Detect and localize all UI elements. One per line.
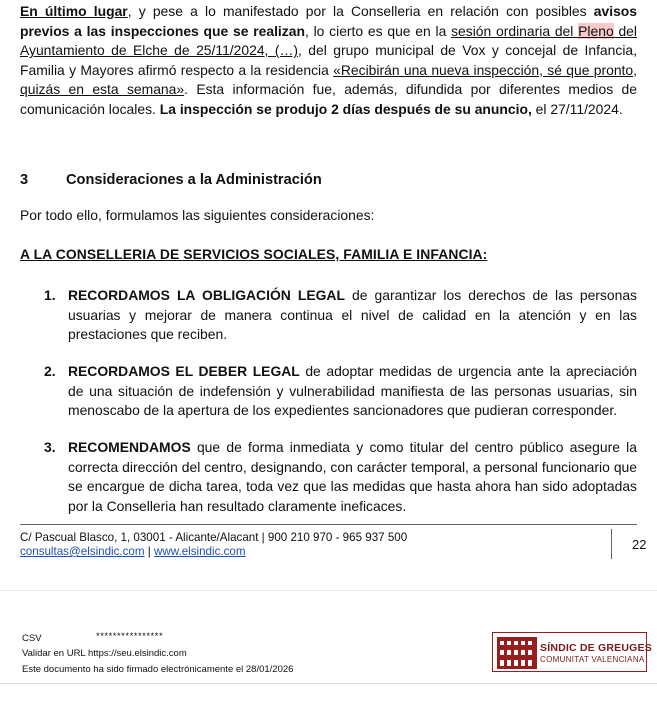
page-number-divider xyxy=(611,529,612,559)
item-bold: RECORDAMOS EL DEBER LEGAL xyxy=(68,363,300,379)
footer-address: C/ Pascual Blasco, 1, 03001 - Alicante/Alacant | 900 210 970 - 965 937 500 xyxy=(20,531,408,544)
email-link[interactable]: consultas@elsindic.com xyxy=(20,545,145,558)
section-title: Consideraciones a la Administración xyxy=(66,172,322,188)
text-span: , del grupo municipal de Vox y concejal de Infancia, Familia y Mayores afirmó respecto a la residencia xyxy=(20,42,637,78)
underlined-span: sesión ordinaria del xyxy=(451,22,579,39)
footer-links xyxy=(20,545,246,558)
text-span: , y pese a lo manifestado por la Conselleria en relación con posibles xyxy=(127,3,594,19)
consideration-item-2 xyxy=(46,362,637,421)
bold-span: La inspección se produjo 2 días después de su anuncio, xyxy=(159,100,532,117)
lead-phrase: En último lugar xyxy=(20,3,128,19)
highlighted-word: Pleno xyxy=(578,22,614,39)
link-separator: | xyxy=(144,545,155,558)
item-text xyxy=(46,438,637,516)
item-body: de adoptar medidas de urgencia ante la apreciación de una situación de indefensión y vulnerabilidad manifiesta de las personas usuarias, sin menoscabo de la apertura de los expedientes sancionadores que pudieran corresponder. xyxy=(68,363,637,419)
consideration-item-1 xyxy=(46,286,637,345)
quote-span: «Recibirán una nueva inspección, sé que pronto, quizás en esta semana» xyxy=(20,61,637,98)
text-span: . Esta información fue, además, difundida por diferentes medios de comunicación locales. xyxy=(20,81,637,117)
footer-divider xyxy=(20,524,637,525)
item-number: 1. xyxy=(44,287,56,303)
bold-span: avisos previos a las inspecciones que se realizan xyxy=(20,3,638,39)
item-body: que de forma inmediata y como titular del centro público asegure la correcta dirección del centro, designando, con carácter temporal, a personal funcionario que se encargue de dicha tarea, toda vez que las medidas que hasta ahora han sido adoptadas por la Conselleria han resultado claramente ineficaces. xyxy=(68,439,637,514)
logo-subtitle: COMUNITAT VALENCIANA xyxy=(540,655,645,664)
section-heading xyxy=(20,172,322,188)
sindic-logo xyxy=(492,632,652,672)
bottom-divider xyxy=(0,683,657,684)
closing-paragraph xyxy=(20,2,637,120)
item-body: de garantizar los derechos de las personas usuarias y mejorar de manera continua el nivel de calidad en la atención y en las prestaciones que reciben. xyxy=(68,287,637,343)
recipient-subheading: A LA CONSELLERIA DE SERVICIOS SOCIALES, FAMILIA E INFANCIA: xyxy=(20,246,488,262)
website-link[interactable]: www.elsindic.com xyxy=(154,545,246,558)
csv-label: CSV xyxy=(22,633,42,644)
building-icon xyxy=(497,637,537,669)
page-number: 22 xyxy=(632,537,647,552)
item-bold: RECORDAMOS LA OBLIGACIÓN LEGAL xyxy=(68,287,345,303)
item-number: 3. xyxy=(44,439,56,455)
signature-note: Este documento ha sido firmado electrónicamente el 28/01/2026 xyxy=(22,664,294,675)
validation-url: Validar en URL https://seu.elsindic.com xyxy=(22,648,187,659)
underlined-span: del Ayuntamiento de Elche de 25/11/2024, (…) xyxy=(20,22,637,59)
logo-title: SÍNDIC DE GREUGES xyxy=(540,642,652,654)
item-number: 2. xyxy=(44,363,56,379)
csv-value: **************** xyxy=(96,631,164,642)
section-number: 3 xyxy=(20,172,29,188)
item-text xyxy=(46,286,637,345)
consideration-item-3 xyxy=(46,438,637,516)
text-span: , lo cierto es que en la xyxy=(304,22,452,39)
text-span: el 27/11/2024. xyxy=(531,100,623,117)
item-bold: RECOMENDAMOS xyxy=(68,439,191,455)
item-text xyxy=(46,362,637,421)
intro-text: Por todo ello, formulamos las siguientes consideraciones: xyxy=(20,207,375,223)
